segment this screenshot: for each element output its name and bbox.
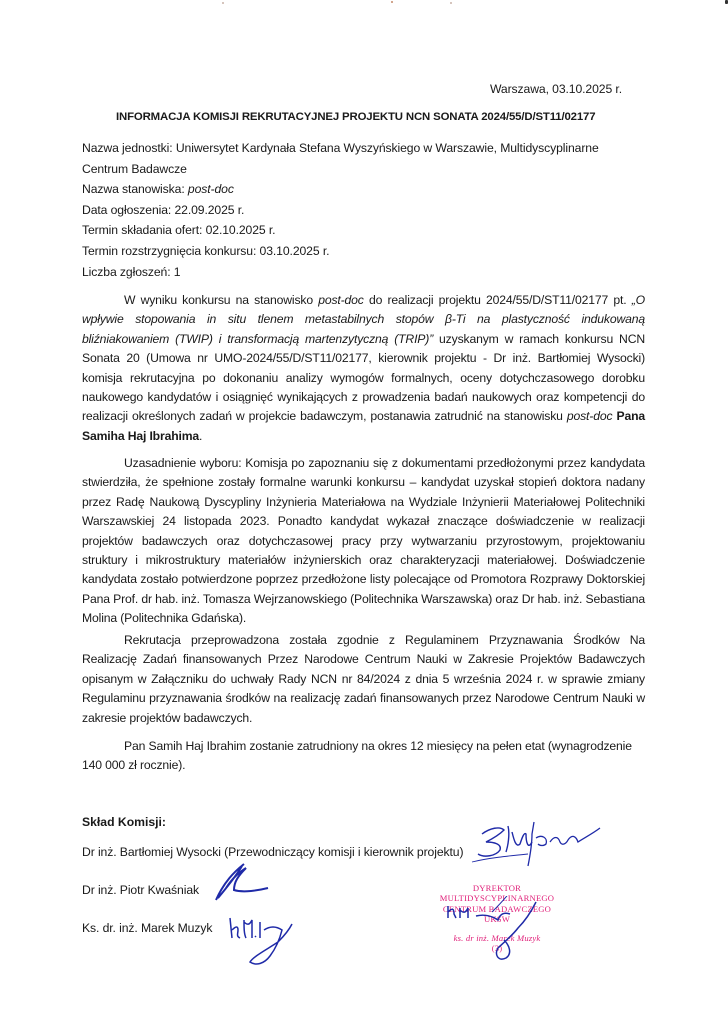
- text-run: do realizacji projektu 2024/55/D/ST11/02177 pt.: [363, 293, 632, 307]
- position-value: post-doc: [187, 182, 234, 197]
- resolution-date: Termin rozstrzygnięcia konkursu: 03.10.2025 r.: [82, 243, 330, 258]
- text-run: .: [199, 428, 203, 443]
- unit-value-continued: Centrum Badawcze: [82, 161, 187, 176]
- text-run: Pan Samih Haj Ibrahim zostanie zatrudniony na okres 12 miesięcy na pełen etat (wynagrodzenie 140 000 zł rocznie).: [82, 739, 632, 773]
- scan-artifact: [450, 2, 452, 4]
- project-title: „O wpływie stopowania in situ tlenem metastabilnych stopów β-Ti na plastyczność indukowaną bliźniakowaniem (TWIP) i transformacją martenzytyczną (TRIP)”: [82, 293, 645, 346]
- stamp-number: (3): [491, 943, 503, 954]
- position-line: [82, 179, 652, 200]
- text-run: uzyskanym w ramach konkursu NCN Sonata 20 (Umowa nr UMO-2024/55/D/ST11/02177, kierownik projektu - Dr inż. Bartłomiej Wysocki) komisja rekrutacyjna po dokonaniu analizy wymogów formalnych, oceny dotychczasowego dorobku naukowego kandydatów i osiągnięć wynikających z prowadzenia badań naukowych oraz kompetencji do realizacji określonych zadań w projekcie badawczym, postanawia zatrudnić na stanowisku: [82, 331, 645, 424]
- committee-heading: Skład Komisji:: [82, 815, 166, 829]
- employment-terms-paragraph: [82, 737, 645, 776]
- text-run: Rekrutacja przeprowadzona została zgodnie z Regulaminem Przyznawania Środków Na Realizację Zadań finansowanych Przez Narodowe Centrum Nauki w Zakresie Projektów Badawczych opisanym w Załączniku do uchwały Rady NCN nr 84/2024 z dnia 5 września 2024 r. w sprawie zmiany Regulaminu przyznawania środków na realizację zadań finansowanych przez Narodowe Centrum Nauki w zakresie projektów badawczych.: [82, 633, 645, 725]
- justification-paragraph: [82, 454, 645, 629]
- stamp-signatory: ks. dr inż. Marek Muzyk: [453, 932, 541, 943]
- stamp-line: CENTRUM BADAWCZEGO UKSW: [442, 903, 552, 925]
- text-run-italic: post-doc: [318, 293, 364, 307]
- committee-member: Dr inż. Piotr Kwaśniak: [82, 883, 200, 897]
- text-run: Uzasadnienie wyboru: Komisja po zapoznaniu się z dokumentami przedłożonymi przez kandydata stwierdziła, że spełnione zostały formalne warunki konkursu – kandydat uzyskał stopień doktora nadany przez Radę Naukową Dyscypliny Inżynieria Materiałowa na Wydziale Inżynierii Materiałowej Politechniki Warszawskiej 24 listopada 2023. Ponadto kandydat wykazał znaczące doświadczenie w realizacji projektów badawczych oraz dotychczasowej pracy przy wytwarzaniu przyrostowym, projektowaniu struktury i mikrostruktury materiałów inżynierskich oraz charakteryzacji materiałowej. Doświadczenie kandydata zostało potwierdzone poprzez przedłożone listy polecające od Promotora Rozprawy Doktorskiej Pana Prof. dr hab. inż. Tomasza Wejrzanowskiego (Politechnika Warszawska) oraz Dr hab. inż. Sebastiana Molina (Politechnika Gdańska).: [82, 456, 645, 626]
- signature-chair: [468, 812, 608, 874]
- stamp-line: MULTIDYSCYPLINARNEGO: [439, 893, 555, 904]
- text-run-italic: post-doc: [566, 409, 613, 424]
- scan-artifact: [222, 2, 224, 4]
- applications-count: Liczba zgłoszeń: 1: [82, 264, 181, 279]
- committee-member: Ks. dr. inż. Marek Muzyk: [82, 921, 213, 935]
- unit-line: [82, 138, 652, 159]
- submission-deadline: Termin składania ofert: 02.10.2025 r.: [82, 223, 276, 238]
- stamp-line: DYREKTOR: [472, 883, 522, 893]
- unit-value: Uniwersytet Kardynała Stefana Wyszyńskiego w Warszawie, Multidyscyplinarne: [175, 141, 599, 155]
- selected-candidate: Pana Samiha Haj Ibrahima: [82, 409, 645, 443]
- place-and-date: Warszawa, 03.10.2025 r.: [489, 82, 622, 96]
- scan-artifact: [391, 1, 393, 3]
- committee-member-chair: Dr inż. Bartłomiej Wysocki (Przewodniczący komisji i kierownik projektu): [82, 845, 464, 859]
- decision-paragraph: [82, 291, 645, 446]
- signature-director: [440, 896, 560, 966]
- document-title: INFORMACJA KOMISJI REKRUTACYJNEJ PROJEKTU NCN SONATA 2024/55/D/ST11/02177: [116, 111, 596, 123]
- text-run: W wyniku konkursu na stanowisko: [124, 293, 319, 307]
- regulations-paragraph: [82, 631, 645, 728]
- signature-member: [206, 862, 276, 906]
- position-label: Nazwa stanowiska:: [82, 182, 188, 197]
- unit-label: Nazwa jednostki:: [82, 141, 176, 155]
- announcement-details: [82, 138, 652, 282]
- signature-member: [226, 912, 296, 970]
- announcement-date: Data ogłoszenia: 22.09.2025 r.: [82, 202, 245, 217]
